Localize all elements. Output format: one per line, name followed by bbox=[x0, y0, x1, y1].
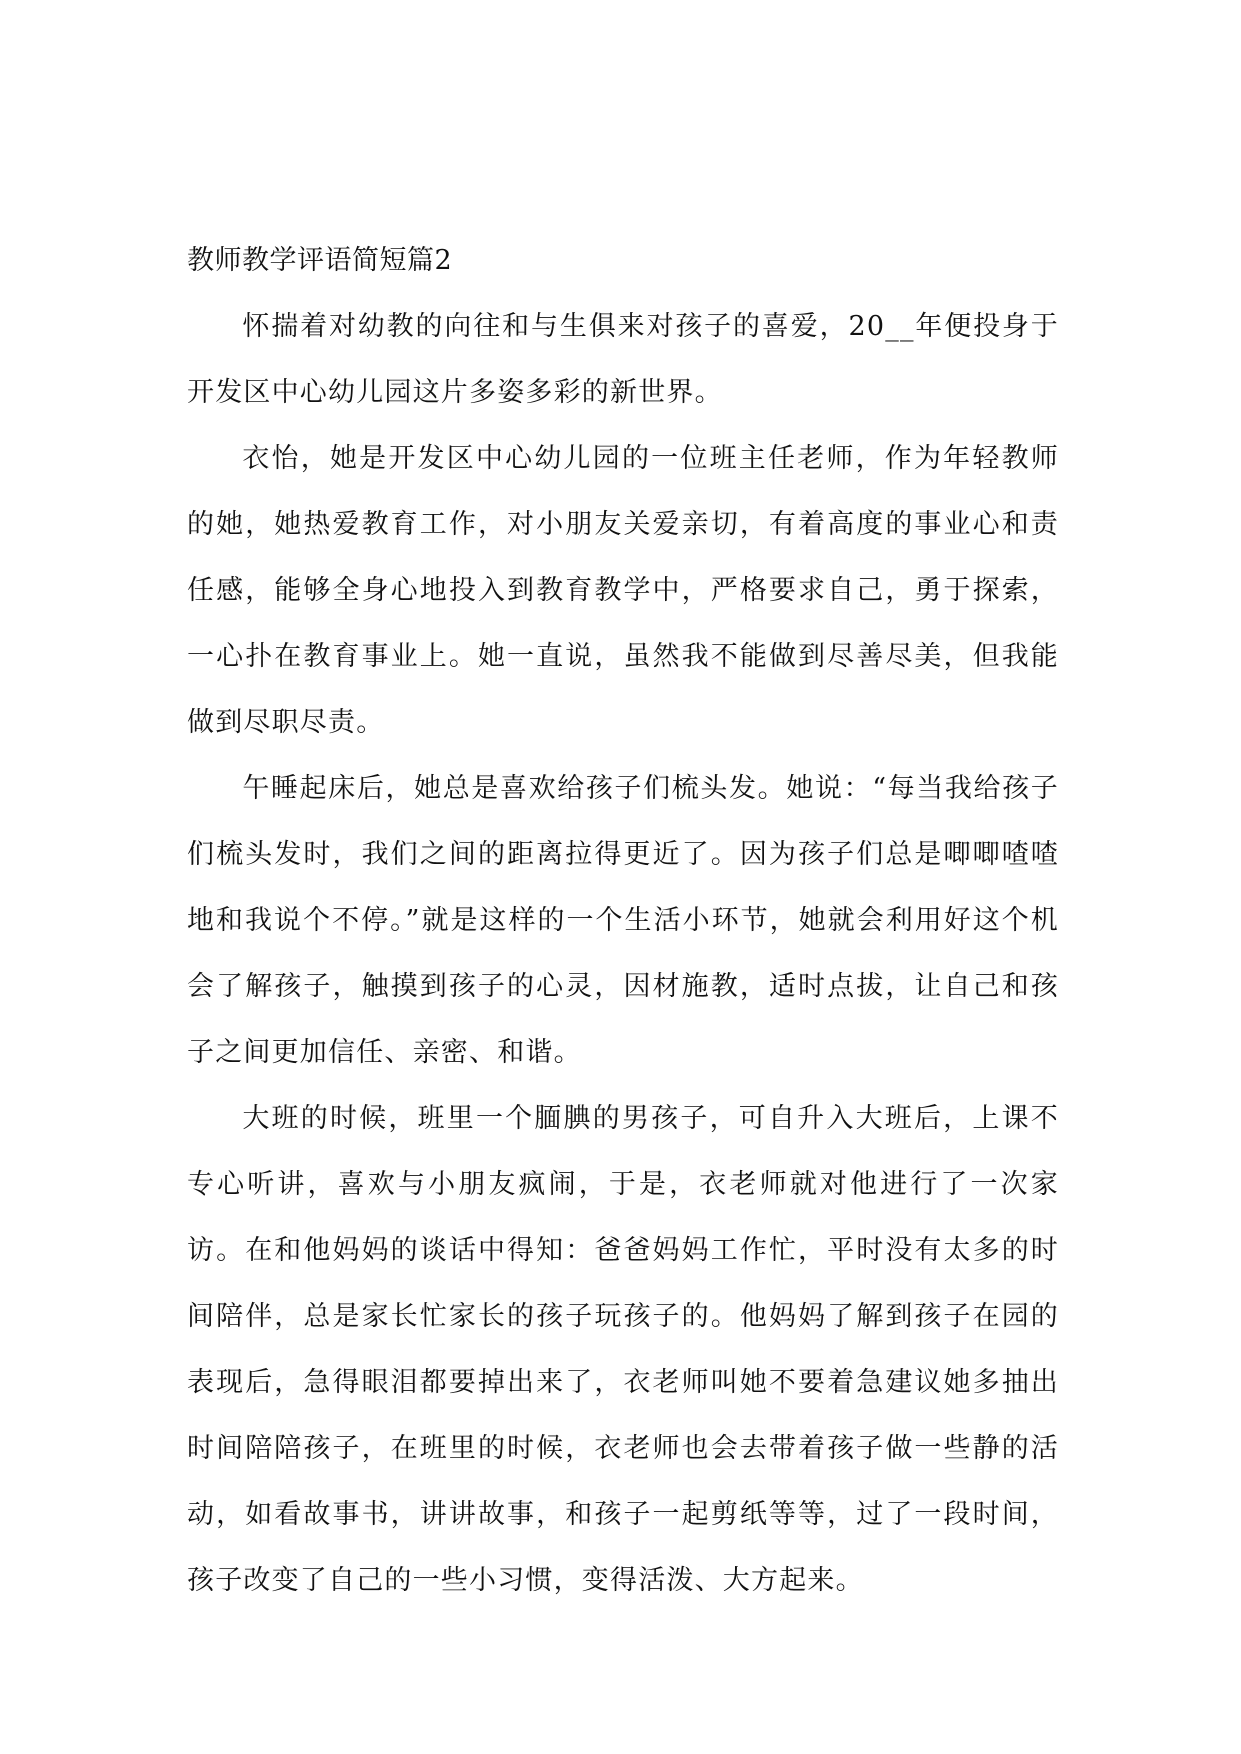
paragraph-4: 大班的时候，班里一个腼腆的男孩子，可自升入大班后，上课不专心听讲，喜欢与小朋友疯闹，于是，衣老师就对他进行了一次家访。在和他妈妈的谈话中得知：爸爸妈妈工作忙，平时没有太多的时间陪伴，总是家长忙家长的孩子玩孩子的。他妈妈了解到孩子在园的表现后，急得眼泪都要掉出来了，衣老师叫她不要着急建议她多抽出时间陪陪孩子，在班里的时候，衣老师也会去带着孩子做一些静的活动，如看故事书，讲讲故事，和孩子一起剪纸等等，过了一段时间，孩子改变了自己的一些小习惯，变得活泼、大方起来。 bbox=[187, 1103, 1059, 1596]
paragraph-3: 午睡起床后，她总是喜欢给孩子们梳头发。她说：“每当我给孩子们梳头发时，我们之间的距离拉得更近了。因为孩子们总是唧唧喳喳地和我说个不停。”就是这样的一个生活小环节，她就会利用好这个机会了解孩子，触摸到孩子的心灵，因材施教，适时点拔，让自己和孩子之间更加信任、亲密、和谐。 bbox=[187, 773, 1059, 1068]
paragraph-2: 衣怡，她是开发区中心幼儿园的一位班主任老师，作为年轻教师的她，她热爱教育工作，对小朋友关爱亲切，有着高度的事业心和责任感，能够全身心地投入到教育教学中，严格要求自己，勇于探索，一心扑在教育事业上。她一直说，虽然我不能做到尽善尽美，但我能做到尽职尽责。 bbox=[187, 443, 1059, 738]
document-body bbox=[187, 228, 1059, 1614]
document-heading: 教师教学评语简短篇2 bbox=[187, 245, 453, 276]
paragraph-1: 怀揣着对幼教的向往和与生俱来对孩子的喜爱，20__年便投身于开发区中心幼儿园这片多姿多彩的新世界。 bbox=[187, 311, 1059, 408]
